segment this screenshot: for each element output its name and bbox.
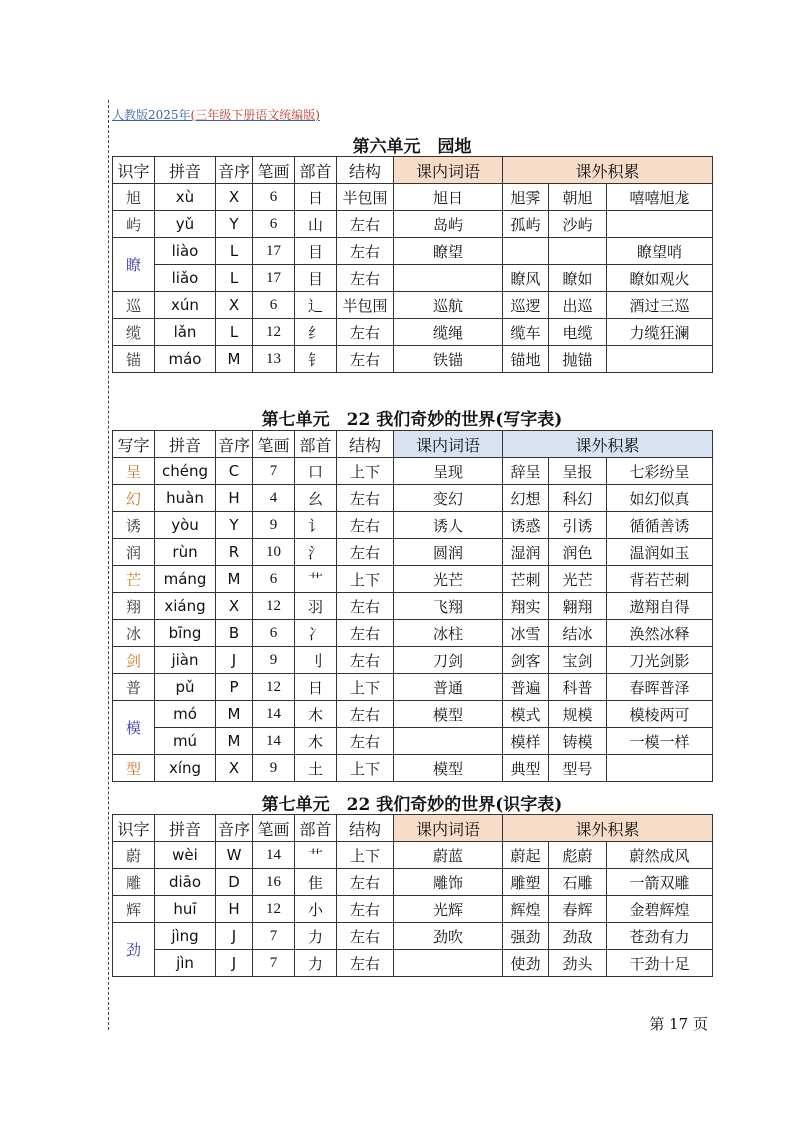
extra-word-cell: 如幻似真	[607, 485, 713, 512]
extra-word-cell	[607, 755, 713, 782]
character-cell: 诱	[113, 512, 155, 539]
structure-cell: 半包围	[337, 292, 394, 319]
column-header: 部首	[295, 815, 337, 842]
stroke-count-cell: 12	[253, 319, 295, 346]
table-unit7-write	[112, 430, 713, 782]
extra-word-cell: 瞭望哨	[607, 238, 713, 265]
structure-cell: 上下	[337, 755, 394, 782]
radical-cell: 木	[295, 728, 337, 755]
radical-cell: 小	[295, 896, 337, 923]
table-row	[113, 842, 713, 869]
table-row	[113, 485, 713, 512]
textbook-word-cell: 呈现	[394, 458, 503, 485]
character-cell: 冰	[113, 620, 155, 647]
column-header: 拼音	[155, 431, 216, 458]
initial-letter-cell: L	[216, 265, 253, 292]
table-unit6-garden	[112, 156, 713, 373]
radical-cell: 目	[295, 265, 337, 292]
table-row	[113, 184, 713, 211]
extra-word-cell: 诱惑	[503, 512, 549, 539]
character-cell: 润	[113, 539, 155, 566]
structure-cell: 左右	[337, 869, 394, 896]
extra-word-cell: 强劲	[503, 923, 549, 950]
section-title-unit7-read: 第七单元 22 我们奇妙的世界(识字表)	[261, 795, 563, 815]
pinyin-cell: huàn	[155, 485, 216, 512]
pinyin-cell: xù	[155, 184, 216, 211]
initial-letter-cell: H	[216, 896, 253, 923]
radical-cell: 山	[295, 211, 337, 238]
extra-word-cell: 一模一样	[607, 728, 713, 755]
column-header: 拼音	[155, 815, 216, 842]
textbook-word-cell: 变幻	[394, 485, 503, 512]
pinyin-cell: yòu	[155, 512, 216, 539]
stroke-count-cell: 9	[253, 647, 295, 674]
extra-word-cell: 瞭风	[503, 265, 549, 292]
column-header: 音序	[216, 431, 253, 458]
table-row	[113, 292, 713, 319]
stroke-count-cell: 6	[253, 211, 295, 238]
table-row	[113, 620, 713, 647]
column-header: 部首	[295, 157, 337, 184]
pinyin-cell: xún	[155, 292, 216, 319]
table-row	[113, 458, 713, 485]
column-header: 结构	[337, 815, 394, 842]
extra-word-cell: 规模	[549, 701, 607, 728]
extra-word-cell: 模式	[503, 701, 549, 728]
character-cell: 巡	[113, 292, 155, 319]
section-title-unit6: 第六单元 园地	[352, 137, 472, 157]
character-cell: 呈	[113, 458, 155, 485]
header-main: 人教版2025年	[112, 108, 191, 122]
radical-cell: 艹	[295, 842, 337, 869]
radical-cell: 羽	[295, 593, 337, 620]
radical-cell: 日	[295, 674, 337, 701]
table-row	[113, 512, 713, 539]
textbook-word-cell: 岛屿	[394, 211, 503, 238]
extra-word-cell: 循循善诱	[607, 512, 713, 539]
radical-cell: 土	[295, 755, 337, 782]
radical-cell: 日	[295, 184, 337, 211]
structure-cell: 左右	[337, 593, 394, 620]
extra-word-cell: 力缆狂澜	[607, 319, 713, 346]
radical-cell: 艹	[295, 566, 337, 593]
textbook-word-cell: 圆润	[394, 539, 503, 566]
extra-word-cell: 春晖普泽	[607, 674, 713, 701]
initial-letter-cell: X	[216, 593, 253, 620]
extra-word-cell: 缆车	[503, 319, 549, 346]
pinyin-cell: liǎo	[155, 265, 216, 292]
structure-cell: 左右	[337, 319, 394, 346]
document-header	[112, 106, 320, 123]
column-header: 课外积累	[503, 815, 713, 842]
pinyin-cell: xiáng	[155, 593, 216, 620]
radical-cell: 钅	[295, 346, 337, 373]
initial-letter-cell: X	[216, 755, 253, 782]
table-row	[113, 211, 713, 238]
extra-word-cell: 嘻嘻旭尨	[607, 184, 713, 211]
extra-word-cell: 结冰	[549, 620, 607, 647]
column-header: 课外积累	[503, 431, 713, 458]
character-cell: 芒	[113, 566, 155, 593]
initial-letter-cell: Y	[216, 211, 253, 238]
initial-letter-cell: D	[216, 869, 253, 896]
structure-cell: 左右	[337, 485, 394, 512]
extra-word-cell: 普遍	[503, 674, 549, 701]
extra-word-cell	[503, 238, 549, 265]
extra-word-cell: 呈报	[549, 458, 607, 485]
extra-word-cell: 金碧辉煌	[607, 896, 713, 923]
table-row	[113, 265, 713, 292]
extra-word-cell: 芒刺	[503, 566, 549, 593]
extra-word-cell: 彪蔚	[549, 842, 607, 869]
pinyin-cell: jiàn	[155, 647, 216, 674]
extra-word-cell: 抛锚	[549, 346, 607, 373]
column-header: 结构	[337, 431, 394, 458]
table-row	[113, 593, 713, 620]
table-row	[113, 869, 713, 896]
extra-word-cell: 石雕	[549, 869, 607, 896]
stroke-count-cell: 16	[253, 869, 295, 896]
extra-word-cell: 朝旭	[549, 184, 607, 211]
stroke-count-cell: 12	[253, 674, 295, 701]
textbook-word-cell	[394, 950, 503, 977]
extra-word-cell: 模样	[503, 728, 549, 755]
pinyin-cell: chéng	[155, 458, 216, 485]
stroke-count-cell: 6	[253, 184, 295, 211]
pinyin-cell: mú	[155, 728, 216, 755]
extra-word-cell: 翔实	[503, 593, 549, 620]
structure-cell: 左右	[337, 265, 394, 292]
character-cell: 旭	[113, 184, 155, 211]
structure-cell: 左右	[337, 512, 394, 539]
textbook-word-cell	[394, 728, 503, 755]
character-cell: 模	[113, 701, 155, 755]
table-row	[113, 923, 713, 950]
initial-letter-cell: M	[216, 701, 253, 728]
extra-word-cell: 七彩纷呈	[607, 458, 713, 485]
extra-word-cell: 湿润	[503, 539, 549, 566]
textbook-word-cell: 劲吹	[394, 923, 503, 950]
table-row	[113, 674, 713, 701]
column-header: 笔画	[253, 157, 295, 184]
radical-cell: 辶	[295, 292, 337, 319]
radical-cell: 隹	[295, 869, 337, 896]
stroke-count-cell: 14	[253, 728, 295, 755]
structure-cell: 左右	[337, 701, 394, 728]
character-cell: 型	[113, 755, 155, 782]
extra-word-cell: 锚地	[503, 346, 549, 373]
table-unit7-read	[112, 814, 713, 977]
column-header: 笔画	[253, 815, 295, 842]
table-row	[113, 755, 713, 782]
initial-letter-cell: M	[216, 728, 253, 755]
textbook-word-cell: 蔚蓝	[394, 842, 503, 869]
textbook-word-cell: 铁锚	[394, 346, 503, 373]
pinyin-cell: xíng	[155, 755, 216, 782]
stroke-count-cell: 7	[253, 458, 295, 485]
extra-word-cell: 瞭如观火	[607, 265, 713, 292]
column-header: 课内词语	[394, 431, 503, 458]
pinyin-cell: máo	[155, 346, 216, 373]
radical-cell: 幺	[295, 485, 337, 512]
radical-cell: 讠	[295, 512, 337, 539]
initial-letter-cell: B	[216, 620, 253, 647]
initial-letter-cell: L	[216, 238, 253, 265]
structure-cell: 上下	[337, 674, 394, 701]
column-header: 音序	[216, 815, 253, 842]
character-cell: 幻	[113, 485, 155, 512]
pinyin-cell: yǔ	[155, 211, 216, 238]
stroke-count-cell: 10	[253, 539, 295, 566]
extra-word-cell: 春辉	[549, 896, 607, 923]
initial-letter-cell: Y	[216, 512, 253, 539]
extra-word-cell: 引诱	[549, 512, 607, 539]
stroke-count-cell: 4	[253, 485, 295, 512]
textbook-word-cell: 雕饰	[394, 869, 503, 896]
pinyin-cell: lǎn	[155, 319, 216, 346]
pinyin-cell: jìng	[155, 923, 216, 950]
table-row	[113, 238, 713, 265]
table-row	[113, 896, 713, 923]
structure-cell: 左右	[337, 539, 394, 566]
textbook-word-cell: 光辉	[394, 896, 503, 923]
extra-word-cell: 酒过三巡	[607, 292, 713, 319]
initial-letter-cell: R	[216, 539, 253, 566]
extra-word-cell: 出巡	[549, 292, 607, 319]
page-number: 第 17 页	[649, 1015, 708, 1033]
table-header-row	[113, 157, 713, 184]
extra-word-cell: 冰雪	[503, 620, 549, 647]
extra-word-cell: 光芒	[549, 566, 607, 593]
extra-word-cell: 苍劲有力	[607, 923, 713, 950]
extra-word-cell: 沙屿	[549, 211, 607, 238]
table-row	[113, 701, 713, 728]
table-row	[113, 346, 713, 373]
structure-cell: 左右	[337, 950, 394, 977]
textbook-word-cell: 巡航	[394, 292, 503, 319]
table-header-row	[113, 431, 713, 458]
character-cell: 剑	[113, 647, 155, 674]
pinyin-cell: liào	[155, 238, 216, 265]
extra-word-cell: 雕塑	[503, 869, 549, 896]
pinyin-cell: diāo	[155, 869, 216, 896]
extra-word-cell: 剑客	[503, 647, 549, 674]
radical-cell: 刂	[295, 647, 337, 674]
textbook-word-cell: 模型	[394, 755, 503, 782]
textbook-word-cell: 飞翔	[394, 593, 503, 620]
extra-word-cell: 蔚起	[503, 842, 549, 869]
textbook-word-cell: 旭日	[394, 184, 503, 211]
extra-word-cell: 涣然冰释	[607, 620, 713, 647]
table-row	[113, 728, 713, 755]
extra-word-cell: 铸模	[549, 728, 607, 755]
extra-word-cell: 劲头	[549, 950, 607, 977]
pinyin-cell: wèi	[155, 842, 216, 869]
column-header: 部首	[295, 431, 337, 458]
column-header: 课内词语	[394, 815, 503, 842]
extra-word-cell: 辞呈	[503, 458, 549, 485]
extra-word-cell: 孤屿	[503, 211, 549, 238]
stroke-count-cell: 12	[253, 896, 295, 923]
extra-word-cell: 型号	[549, 755, 607, 782]
character-cell: 劲	[113, 923, 155, 977]
extra-word-cell	[607, 346, 713, 373]
table-row	[113, 647, 713, 674]
stroke-count-cell: 17	[253, 238, 295, 265]
stroke-count-cell: 6	[253, 566, 295, 593]
radical-cell: 目	[295, 238, 337, 265]
column-header: 结构	[337, 157, 394, 184]
initial-letter-cell: X	[216, 292, 253, 319]
pinyin-cell: bīng	[155, 620, 216, 647]
stroke-count-cell: 7	[253, 923, 295, 950]
pinyin-cell: rùn	[155, 539, 216, 566]
extra-word-cell: 瞭如	[549, 265, 607, 292]
extra-word-cell: 润色	[549, 539, 607, 566]
extra-word-cell: 一箭双雕	[607, 869, 713, 896]
pinyin-cell: máng	[155, 566, 216, 593]
stroke-count-cell: 13	[253, 346, 295, 373]
stroke-count-cell: 9	[253, 755, 295, 782]
pinyin-cell: huī	[155, 896, 216, 923]
column-header: 笔画	[253, 431, 295, 458]
character-cell: 辉	[113, 896, 155, 923]
initial-letter-cell: C	[216, 458, 253, 485]
extra-word-cell: 背若芒刺	[607, 566, 713, 593]
stroke-count-cell: 7	[253, 950, 295, 977]
character-cell: 蔚	[113, 842, 155, 869]
header-subtitle: (三年级下册语文统编版)	[190, 108, 320, 122]
structure-cell: 左右	[337, 211, 394, 238]
initial-letter-cell: J	[216, 950, 253, 977]
character-cell: 翔	[113, 593, 155, 620]
textbook-word-cell: 刀剑	[394, 647, 503, 674]
structure-cell: 上下	[337, 566, 394, 593]
extra-word-cell: 科幻	[549, 485, 607, 512]
radical-cell: 氵	[295, 539, 337, 566]
character-cell: 锚	[113, 346, 155, 373]
extra-word-cell	[607, 211, 713, 238]
textbook-word-cell: 冰柱	[394, 620, 503, 647]
structure-cell: 半包围	[337, 184, 394, 211]
structure-cell: 左右	[337, 620, 394, 647]
character-cell: 瞭	[113, 238, 155, 292]
extra-word-cell	[549, 238, 607, 265]
radical-cell: 口	[295, 458, 337, 485]
textbook-word-cell: 普通	[394, 674, 503, 701]
initial-letter-cell: W	[216, 842, 253, 869]
textbook-word-cell	[394, 265, 503, 292]
column-header: 拼音	[155, 157, 216, 184]
radical-cell: 冫	[295, 620, 337, 647]
column-header: 写字	[113, 431, 155, 458]
textbook-word-cell: 瞭望	[394, 238, 503, 265]
pinyin-cell: mó	[155, 701, 216, 728]
initial-letter-cell: J	[216, 923, 253, 950]
stroke-count-cell: 9	[253, 512, 295, 539]
stroke-count-cell: 6	[253, 292, 295, 319]
structure-cell: 左右	[337, 896, 394, 923]
textbook-word-cell: 缆绳	[394, 319, 503, 346]
structure-cell: 左右	[337, 923, 394, 950]
extra-word-cell: 辉煌	[503, 896, 549, 923]
character-cell: 屿	[113, 211, 155, 238]
extra-word-cell: 幻想	[503, 485, 549, 512]
pinyin-cell: pǔ	[155, 674, 216, 701]
pinyin-cell: jìn	[155, 950, 216, 977]
extra-word-cell: 遨翔自得	[607, 593, 713, 620]
textbook-word-cell: 模型	[394, 701, 503, 728]
extra-word-cell: 科普	[549, 674, 607, 701]
structure-cell: 左右	[337, 238, 394, 265]
initial-letter-cell: M	[216, 566, 253, 593]
structure-cell: 上下	[337, 458, 394, 485]
section-title-unit7-write: 第七单元 22 我们奇妙的世界(写字表)	[261, 410, 563, 430]
initial-letter-cell: P	[216, 674, 253, 701]
column-header: 音序	[216, 157, 253, 184]
extra-word-cell: 模棱两可	[607, 701, 713, 728]
table-row	[113, 539, 713, 566]
radical-cell: 力	[295, 923, 337, 950]
extra-word-cell: 典型	[503, 755, 549, 782]
textbook-word-cell: 诱人	[394, 512, 503, 539]
extra-word-cell: 蔚然成风	[607, 842, 713, 869]
structure-cell: 左右	[337, 647, 394, 674]
structure-cell: 左右	[337, 346, 394, 373]
radical-cell: 木	[295, 701, 337, 728]
initial-letter-cell: M	[216, 346, 253, 373]
extra-word-cell: 电缆	[549, 319, 607, 346]
textbook-word-cell: 光芒	[394, 566, 503, 593]
initial-letter-cell: L	[216, 319, 253, 346]
column-header: 识字	[113, 157, 155, 184]
initial-letter-cell: H	[216, 485, 253, 512]
extra-word-cell: 翱翔	[549, 593, 607, 620]
character-cell: 普	[113, 674, 155, 701]
stroke-count-cell: 12	[253, 593, 295, 620]
table-row	[113, 950, 713, 977]
initial-letter-cell: X	[216, 184, 253, 211]
character-cell: 雕	[113, 869, 155, 896]
column-header: 课内词语	[394, 157, 503, 184]
binding-line	[108, 100, 109, 1030]
structure-cell: 上下	[337, 842, 394, 869]
initial-letter-cell: J	[216, 647, 253, 674]
stroke-count-cell: 17	[253, 265, 295, 292]
extra-word-cell: 巡逻	[503, 292, 549, 319]
table-row	[113, 566, 713, 593]
stroke-count-cell: 14	[253, 701, 295, 728]
character-cell: 缆	[113, 319, 155, 346]
extra-word-cell: 宝剑	[549, 647, 607, 674]
stroke-count-cell: 6	[253, 620, 295, 647]
extra-word-cell: 温润如玉	[607, 539, 713, 566]
extra-word-cell: 旭霁	[503, 184, 549, 211]
radical-cell: 纟	[295, 319, 337, 346]
extra-word-cell: 劲敌	[549, 923, 607, 950]
column-header: 课外积累	[503, 157, 713, 184]
structure-cell: 左右	[337, 728, 394, 755]
stroke-count-cell: 14	[253, 842, 295, 869]
extra-word-cell: 干劲十足	[607, 950, 713, 977]
column-header: 识字	[113, 815, 155, 842]
extra-word-cell: 使劲	[503, 950, 549, 977]
table-header-row	[113, 815, 713, 842]
extra-word-cell: 刀光剑影	[607, 647, 713, 674]
table-row	[113, 319, 713, 346]
radical-cell: 力	[295, 950, 337, 977]
